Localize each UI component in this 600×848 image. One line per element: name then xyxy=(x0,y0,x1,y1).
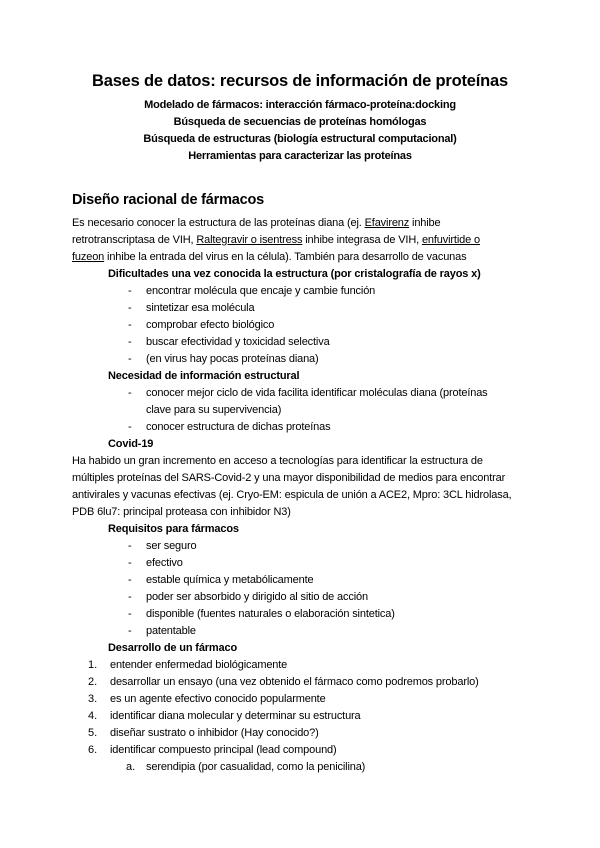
lettered-item: serendipia (por casualidad, como la penicilina) xyxy=(146,761,366,773)
list-item: conocer mejor ciclo de vida facilita identificar moléculas diana (proteínas xyxy=(146,387,488,399)
list-number: 6. xyxy=(88,744,98,756)
dash-bullet: - xyxy=(128,557,132,569)
list-number: 4. xyxy=(88,710,98,722)
subtitle-structures: Búsqueda de estructuras (biología estructural computacional) xyxy=(143,133,457,145)
dash-bullet: - xyxy=(128,421,132,433)
list-item: poder ser absorbido y dirigido al sitio de acción xyxy=(146,591,368,603)
list-number: 3. xyxy=(88,693,98,705)
list-number: 1. xyxy=(88,659,98,671)
requirements-heading: Requisitos para fármacos xyxy=(108,523,239,535)
list-item: disponible (fuentes naturales o elaboración sintetica) xyxy=(146,608,395,620)
enfuvirtide-link[interactable]: enfuvirtide o xyxy=(421,234,480,246)
covid-line: Ha habido un gran incremento en acceso a tecnologías para identificar la estructura de xyxy=(72,455,483,467)
fuzeon-link[interactable]: fuzeon xyxy=(72,251,105,263)
intro-line-2: retrotranscriptasa de VIH, Raltegravir o isentress inhibe integrasa de VIH, enfuvirtide o xyxy=(72,234,480,246)
subtitle-docking: Modelado de fármacos: interacción fármaco-proteína:docking xyxy=(144,99,456,111)
dash-bullet: - xyxy=(128,591,132,603)
covid-line: antivirales y vacunas efectivas (ej. Cryo-EM: espicula de unión a ACE2, Mpro: 3CL hidrolasa, xyxy=(72,489,512,501)
numbered-item: identificar diana molecular y determinar su estructura xyxy=(110,710,361,722)
dash-bullet: - xyxy=(128,353,132,365)
list-item: conocer estructura de dichas proteínas xyxy=(146,421,331,433)
list-letter: a. xyxy=(126,761,136,773)
dash-bullet: - xyxy=(128,540,132,552)
numbered-item: es un agente efectivo conocido popularmente xyxy=(110,693,326,705)
subtitle-homologs: Búsqueda de secuencias de proteínas homólogas xyxy=(173,116,427,128)
efavirenz-link[interactable]: Efavirenz xyxy=(364,217,410,229)
intro-line-1: Es necesario conocer la estructura de las proteínas diana (ej. Efavirenz inhibe xyxy=(72,217,441,229)
raltegravir-link[interactable]: Raltegravir o isentress xyxy=(196,234,303,246)
dash-bullet: - xyxy=(128,625,132,637)
intro-line-3: fuzeon inhibe la entrada del virus en la célula). También para desarrollo de vacunas xyxy=(72,251,467,263)
list-item: buscar efectividad y toxicidad selectiva xyxy=(146,336,330,348)
need-heading: Necesidad de información estructural xyxy=(108,370,300,382)
covid-line: múltiples proteínas del SARS-Covid-2 y una mayor disponibilidad de medios para encontrar xyxy=(72,472,506,484)
list-item: comprobar efecto biológico xyxy=(146,319,275,331)
list-item: sintetizar esa molécula xyxy=(146,302,255,314)
covid-line: PDB 6lu7: principal proteasa con inhibidor N3) xyxy=(72,506,291,518)
dash-bullet: - xyxy=(128,608,132,620)
subtitle-tools: Herramientas para caracterizar las proteínas xyxy=(188,150,412,162)
list-item: efectivo xyxy=(146,557,183,569)
development-heading: Desarrollo de un fármaco xyxy=(108,642,238,654)
covid-heading: Covid-19 xyxy=(108,438,154,450)
numbered-item: desarrollar un ensayo (una vez obtenido el fármaco como podremos probarlo) xyxy=(110,676,479,688)
dash-bullet: - xyxy=(128,285,132,297)
page-title: Bases de datos: recursos de información de proteínas xyxy=(92,72,508,90)
numbered-item: entender enfermedad biológicamente xyxy=(110,659,288,671)
list-number: 2. xyxy=(88,676,98,688)
numbered-item: diseñar sustrato o inhibidor (Hay conocido?) xyxy=(110,727,319,739)
list-item-continuation: clave para su supervivencia) xyxy=(146,404,282,416)
list-item: estable química y metabólicamente xyxy=(146,574,314,586)
list-item: ser seguro xyxy=(146,540,197,552)
list-item: (en virus hay pocas proteínas diana) xyxy=(146,353,319,365)
dash-bullet: - xyxy=(128,302,132,314)
section-title: Diseño racional de fármacos xyxy=(72,192,265,208)
dash-bullet: - xyxy=(128,319,132,331)
dash-bullet: - xyxy=(128,336,132,348)
dash-bullet: - xyxy=(128,574,132,586)
dash-bullet: - xyxy=(128,387,132,399)
list-item: encontrar molécula que encaje y cambie función xyxy=(146,285,376,297)
difficulties-heading: Dificultades una vez conocida la estructura (por cristalografía de rayos x) xyxy=(108,268,481,280)
list-number: 5. xyxy=(88,727,98,739)
list-item: patentable xyxy=(146,625,196,637)
numbered-item: identificar compuesto principal (lead compound) xyxy=(110,744,337,756)
